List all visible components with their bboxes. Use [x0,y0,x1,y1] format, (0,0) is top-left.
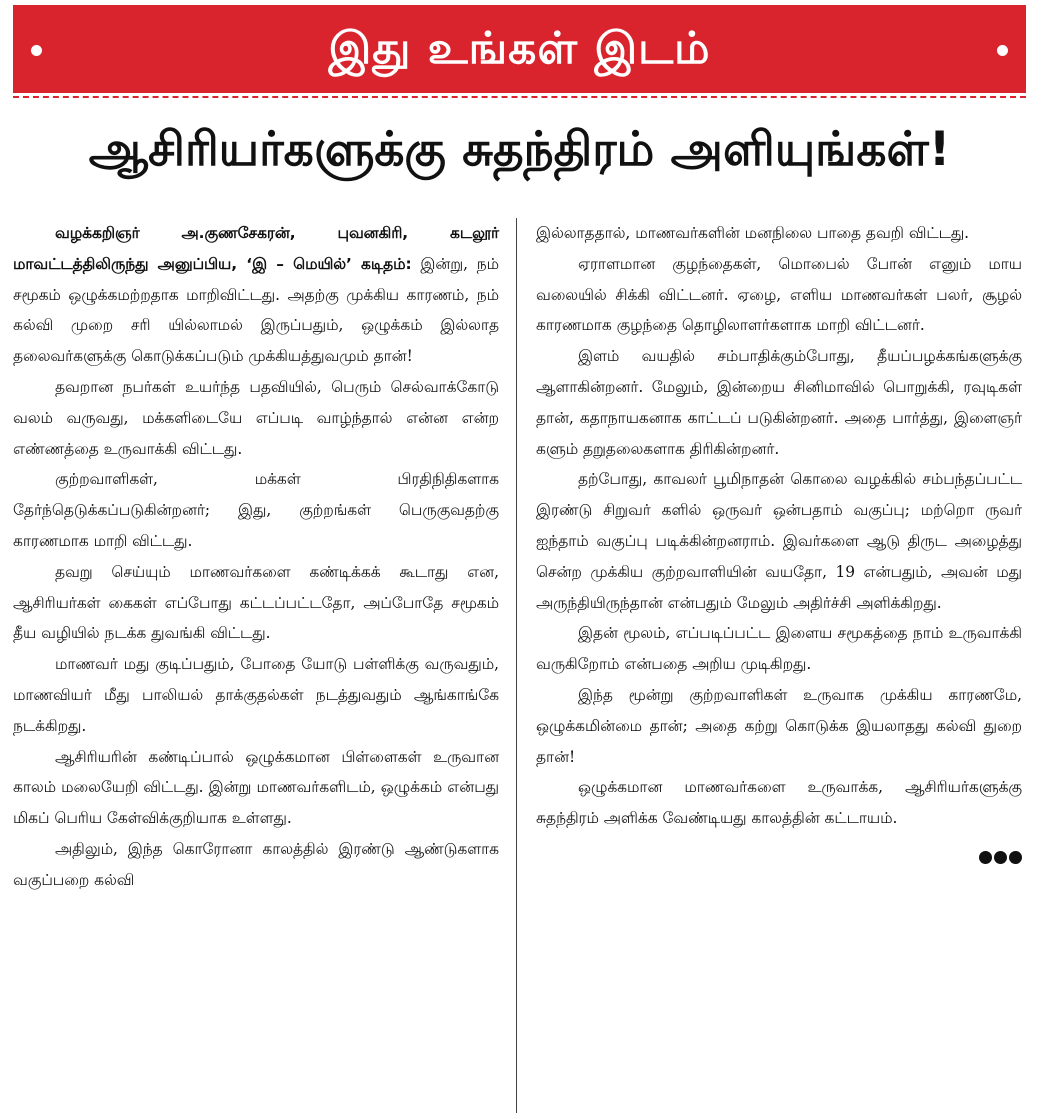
paragraph: இளம் வயதில் சம்பாதிக்கும்போது, தீயப்பழக்கங்களுக்கு ஆளாகின்றனர். மேலும், இன்றைய சினிமாவில் பொறுக்கி, ரவுடிகள் தான், கதாநாயகனாக காட்டப் படுகின்றனர். அதை பார்த்து, இளைஞர் களும் தறுதலைகளாக திரிகின்றனர். [536,347,1022,458]
end-dot-icon [979,851,992,864]
paragraph: ஏராளமான குழந்தைகள், மொபைல் போன் எனும் மாய வலையில் சிக்கி விட்டனர். ஏழை, எளிய மாணவர்கள் பலர், சூழல் காரணமாக குழந்தை தொழிலாளர்களாக மாறி விட்டனர். [536,254,1022,335]
article-column-right [536,218,1022,875]
paragraph: தற்போது, காவலர் பூமிநாதன் கொலை வழக்கில் சம்பந்தப்பட்ட இரண்டு சிறுவர் களில் ஒருவர் ஒன்பதாம் வகுப்பு; மற்றொ ருவர் ஐந்தாம் வகுப்பு படிக்கின்றனராம். இவர்களை ஆடு திருட அழைத்து சென்ற முக்கிய குற்றவாளியின் வயதோ, 19 என்பதும், அவன் மது அருந்தியிருந்தான் என்பதும் மேலும் அதிர்ச்சி அளிக்கிறது. [536,470,1022,612]
banner-divider [13,96,1026,98]
paragraph: குற்றவாளிகள், மக்கள் பிரதிநிதிகளாக தேர்ந்தெடுக்கப்படுகின்றனர்; இது, குற்றங்கள் பெருகுவதற்கு காரணமாக மாறி விட்டது. [13,470,499,550]
bullet-dot-right [997,45,1008,56]
end-dot-icon [994,851,1007,864]
paragraph: இதன் மூலம், எப்படிப்பட்ட இளைய சமூகத்தை நாம் உருவாக்கி வருகிறோம் என்பதை அறிய முடிகிறது. [536,624,1022,674]
bullet-dot-left [31,45,42,56]
lead-intro: வழக்கறிஞர் அ.குணசேகரன், புவனகிரி, கடலூர் மாவட்டத்திலிருந்து அனுப்பிய, ‘இ – மெயில்’ கடிதம்: [13,224,499,273]
paragraph-continuation: இல்லாததால், மாணவர்களின் மனநிலை பாதை தவறி விட்டது. [536,224,970,242]
article-headline: ஆசிரியர்களுக்கு சுதந்திரம் அளியுங்கள்! [88,122,951,177]
paragraph: ஆசிரியரின் கண்டிப்பால் ஒழுக்கமான பிள்ளைகள் உருவான காலம் மலையேறி விட்டது. இன்று மாணவர்களிடம், ஒழுக்கம் என்பது மிகப் பெரிய கேள்விக்குறியாக உள்ளது. [13,747,499,828]
paragraph: அதிலும், இந்த கொரோனா காலத்தில் இரண்டு ஆண்டுகளாக வகுப்பறை கல்வி [13,839,499,889]
section-title: இது உங்கள் இடம் [328,23,711,74]
paragraph: தவறான நபர்கள் உயர்ந்த பதவியில், பெரும் செல்வாக்கோடு வலம் வருவது, மக்களிடையே எப்படி வாழ்ந்தால் என்ன என்ற எண்ணத்தை உருவாக்கி விட்டது. [13,377,499,458]
end-of-article-mark [977,844,1022,875]
column-divider [516,218,517,1113]
paragraph: மாணவர் மது குடிப்பதும், போதை யோடு பள்ளிக்கு வருவதும், மாணவியர் மீது பாலியல் தாக்குதல்கள் நடத்துவதும் ஆங்காங்கே நடக்கிறது. [13,655,499,735]
paragraph: தவறு செய்யும் மாணவர்களை கண்டிக்கக் கூடாது என, ஆசிரியர்கள் கைகள் எப்போது கட்டப்பட்டதோ, அப்போதே சமூகம் தீய வழியில் நடக்க துவங்கி விட்டது. [13,562,499,643]
lead-paragraph [13,218,499,372]
paragraph: ஒழுக்கமான மாணவர்களை உருவாக்க, ஆசிரியர்களுக்கு சுதந்திரம் அளிக்க வேண்டியது காலத்தின் கட்டாயம். [536,778,1022,828]
article-column-left [13,218,499,896]
lead-body: இன்று, நம் சமூகம் ஒழுக்கமற்றதாக மாறிவிட்டது. அதற்கு முக்கிய காரணம், நம் கல்வி முறை சரி யில்லாமல் இருப்பதும், ஒழுக்கம் இல்லாத தலைவர்களுக்கு கொடுக்கப்படும் முக்கியத்துவமும் தான்! [13,254,500,366]
section-banner [13,5,1026,93]
paragraph: இந்த மூன்று குற்றவாளிகள் உருவாக முக்கிய காரணமே, ஒழுக்கமின்மை தான்; அதை கற்று கொடுக்க இயலாதது கல்வி துறை தான்! [536,685,1022,766]
end-dot-icon [1009,851,1022,864]
